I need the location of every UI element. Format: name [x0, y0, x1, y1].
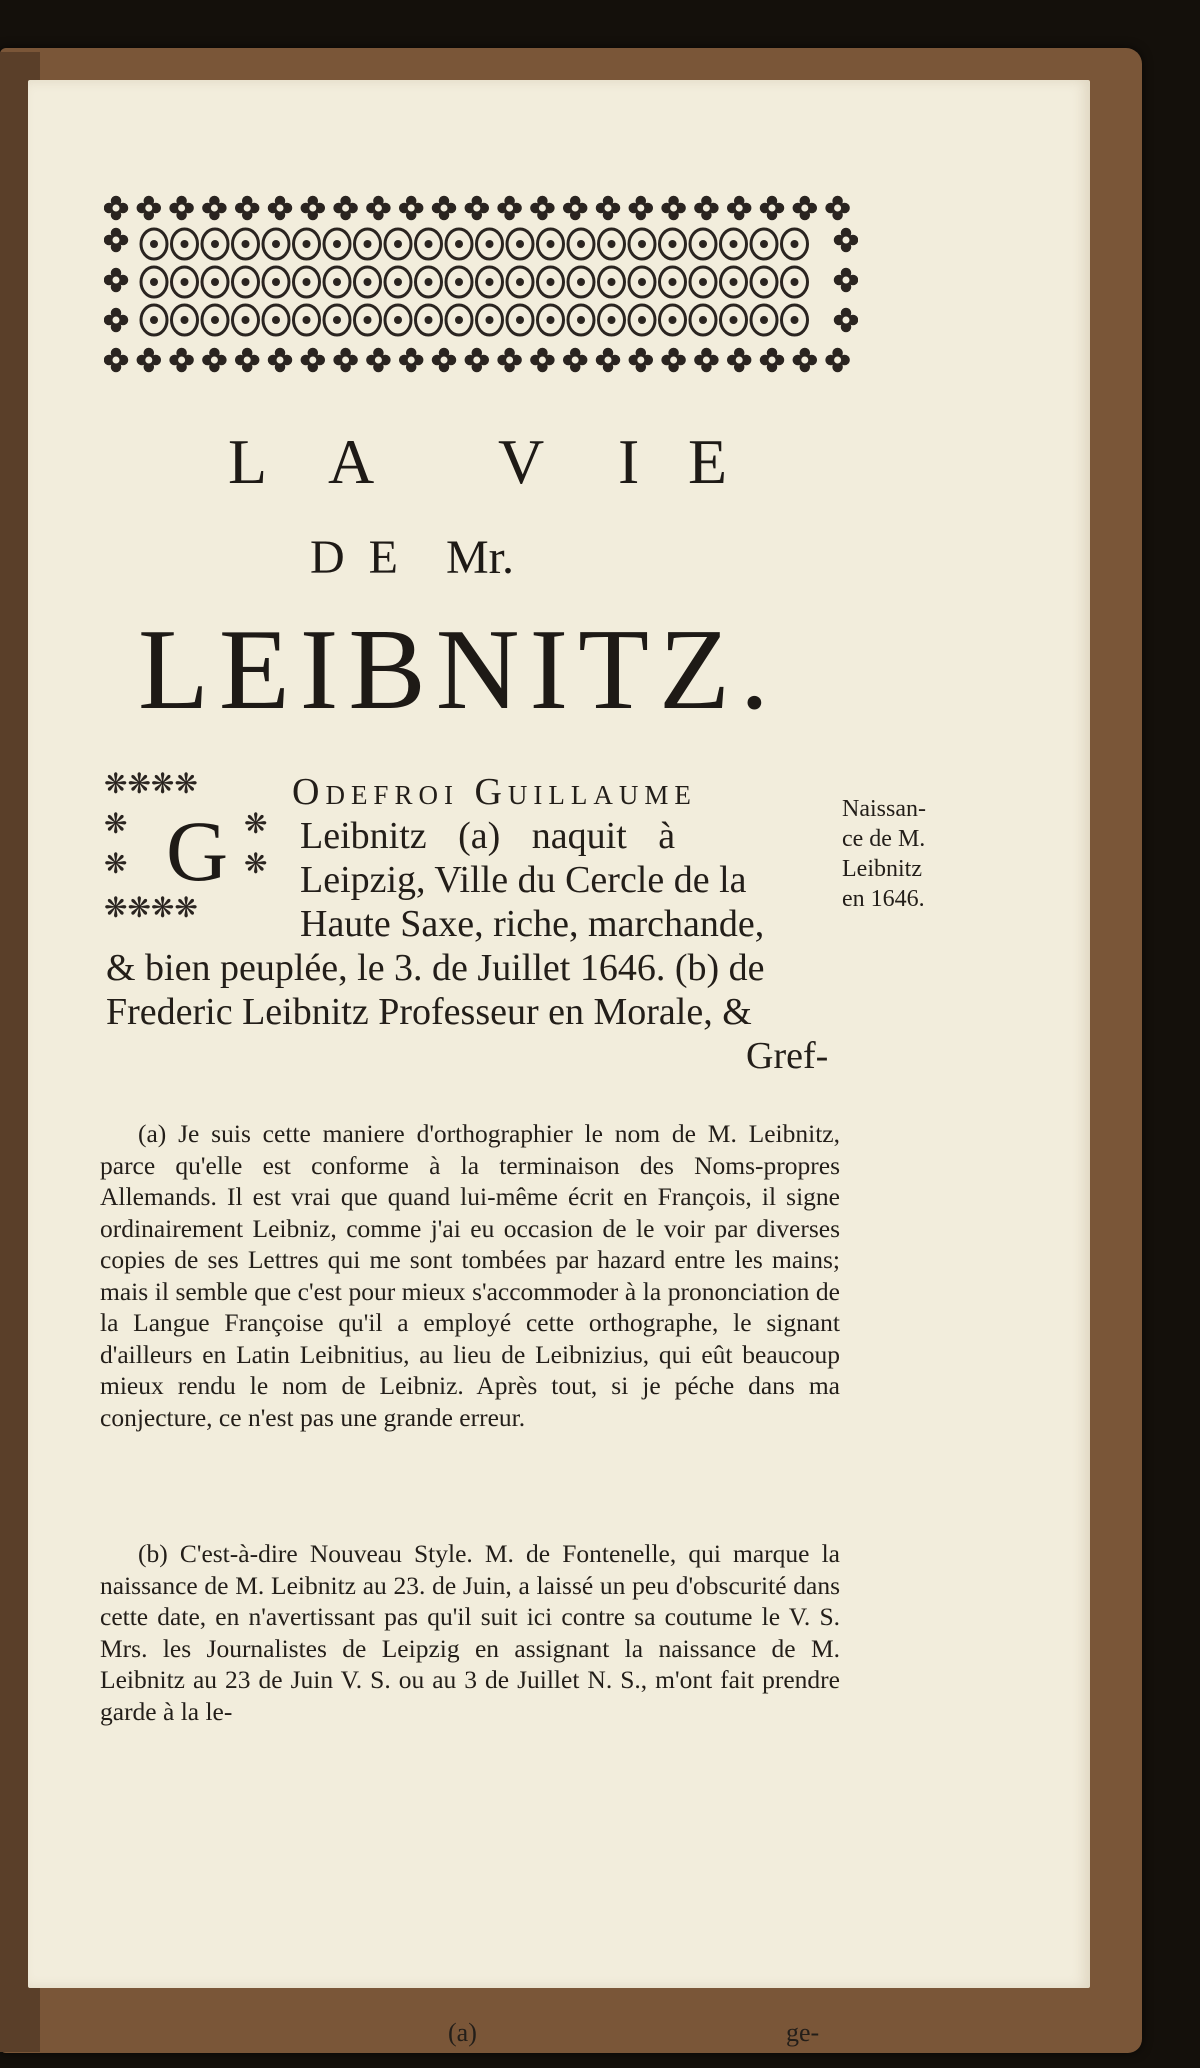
fleuron-icon [727, 348, 752, 373]
scroll-ornament-dot [760, 316, 768, 324]
scroll-ornament-dot [547, 278, 555, 286]
fleuron-icon [268, 196, 293, 221]
fleuron-icon [202, 348, 227, 373]
scroll-ornament-dot [150, 316, 158, 324]
scroll-ornament-dot [242, 240, 250, 248]
title-letter: A [328, 426, 375, 497]
fleuron-icon [104, 268, 128, 293]
scroll-ornament-dot [333, 278, 341, 286]
scroll-ornament-dot [242, 316, 250, 324]
scroll-ornament-dot [638, 316, 646, 324]
fleuron-icon [834, 308, 858, 333]
fleuron-icon [169, 196, 194, 221]
body-line-4: Haute Saxe, riche, marchande, [300, 903, 765, 945]
scroll-ornament-dot [486, 240, 494, 248]
footnote-b-text: (b) C'est-à-dire Nouveau Style. M. de Fontenelle, qui marque la naissance de M. Leibnitz au 23. de Juin, a laissé un peu d'obscurité dans cette date, en n'avertissant pas qu'il suit ici contre sa coutume le V. S. Mrs. les Journalistes de Leipzig en assignant la naissance de M. Leibnitz au 23 de Juin V. S. ou au 3 de Juillet N. S., m'ont fait prendre garde à la le- [100, 1539, 840, 1726]
fleuron-icon [694, 348, 719, 373]
scroll-ornament-dot [730, 240, 738, 248]
fleuron-icon [661, 348, 686, 373]
fleuron-icon [104, 308, 128, 333]
title-letter: E [688, 426, 728, 497]
scroll-ornament-dot [608, 240, 616, 248]
scroll-ornament-dot [699, 240, 707, 248]
scroll-ornament-dot [516, 316, 524, 324]
scroll-ornament-dot [272, 278, 280, 286]
footer-catchword: ge- [786, 2018, 820, 2047]
fleuron-icon [399, 196, 424, 221]
scroll-ornament-dot [181, 316, 189, 324]
scroll-ornament-dot [272, 316, 280, 324]
scroll-ornament-dot [608, 278, 616, 286]
fleuron-icon [333, 196, 358, 221]
scroll-ornament-dot [547, 316, 555, 324]
scroll-ornament-dot [181, 240, 189, 248]
fleuron-icon [366, 348, 391, 373]
scroll-ornament-dot [211, 278, 219, 286]
fleuron-icon [629, 196, 654, 221]
scroll-ornament-dot [455, 240, 463, 248]
scroll-ornament-dot [699, 278, 707, 286]
scroll-ornament-dot [730, 278, 738, 286]
scroll-ornament-dot [791, 240, 799, 248]
scroll-ornament-dot [211, 316, 219, 324]
scroll-ornament-dot [211, 240, 219, 248]
fleuron-icon [104, 348, 128, 373]
body-line-3: Leipzig, Ville du Cercle de la [300, 859, 747, 901]
scroll-ornament-dot [425, 278, 433, 286]
fleuron-icon [399, 348, 424, 373]
scroll-ornament-dot [669, 278, 677, 286]
fleuron-icon [834, 228, 858, 253]
fleuron-icon [694, 196, 719, 221]
ornament-icon: ❋ [244, 847, 268, 880]
footnote-b [100, 1538, 840, 1727]
fleuron-icon [432, 348, 457, 373]
fleuron-icon [563, 348, 588, 373]
dropcap-ornament-frame [104, 767, 288, 930]
scroll-ornament-dot [150, 240, 158, 248]
scroll-ornament-dot [638, 278, 646, 286]
scroll-ornament-dot [303, 240, 311, 248]
scroll-ornament-dot [333, 316, 341, 324]
scroll-ornament-dot [455, 316, 463, 324]
margin-note-line: Naissan- [842, 796, 926, 822]
scroll-ornament-dot [669, 240, 677, 248]
ornament-icon: ❋ [104, 807, 128, 840]
fleuron-icon [629, 348, 654, 373]
scroll-ornament-dot [608, 316, 616, 324]
scroll-ornament-dot [425, 240, 433, 248]
title-letter: V [498, 426, 545, 497]
fleuron-icon [268, 348, 293, 373]
fleuron-icon [760, 348, 785, 373]
fleuron-icon [301, 348, 326, 373]
ornament-icon: ❋❋❋❋ [104, 891, 198, 924]
fleuron-icon [202, 196, 227, 221]
scroll-ornament-dot [577, 278, 585, 286]
fleuron-icon [235, 196, 260, 221]
fleuron-icon [169, 348, 194, 373]
ornament-icon: ❋ [104, 847, 128, 880]
margin-note-line: ce de M. [842, 826, 926, 852]
scroll-ornament-dot [791, 278, 799, 286]
scroll-ornament-dot [394, 240, 402, 248]
scroll-ornament-dot [547, 240, 555, 248]
fleuron-icon [530, 348, 555, 373]
fleuron-headpiece-ornament [104, 192, 858, 376]
fleuron-icon [834, 268, 858, 293]
ornament-icon: ❋ [244, 807, 268, 840]
scroll-ornament-dot [364, 316, 372, 324]
title-de-mr: D E Mr. [310, 531, 514, 584]
title-letter: L [228, 426, 268, 497]
scroll-ornament-dot [455, 278, 463, 286]
scroll-ornament-dot [272, 240, 280, 248]
scroll-ornament-dot [760, 278, 768, 286]
fleuron-icon [104, 228, 128, 253]
scroll-ornament-dot [364, 240, 372, 248]
fleuron-icon [825, 348, 850, 373]
drop-cap: G [166, 803, 229, 899]
scroll-ornament-dot [242, 278, 250, 286]
fleuron-icon [793, 196, 818, 221]
fleuron-icon [825, 196, 850, 221]
title-la-vie [228, 425, 748, 525]
scroll-ornament-dot [425, 316, 433, 324]
margin-note-line: en 1646. [842, 886, 925, 912]
fleuron-icon [465, 348, 490, 373]
body-line-2: Leibnitz (a) naquit à [300, 815, 676, 857]
scroll-ornament-dot [150, 278, 158, 286]
scroll-ornament-dot [394, 278, 402, 286]
body-line-6: Frederic Leibnitz Professeur en Morale, & [106, 991, 752, 1033]
scroll-ornament-dot [303, 278, 311, 286]
title-letter: I [618, 426, 640, 497]
fleuron-icon [235, 348, 260, 373]
scroll-ornament-dot [516, 278, 524, 286]
scroll-ornament-dot [669, 316, 677, 324]
scroll-ornament-dot [577, 316, 585, 324]
ornament-icon: ❋❋❋❋ [104, 767, 198, 800]
fleuron-icon [333, 348, 358, 373]
fleuron-icon [137, 196, 162, 221]
scroll-ornament-dot [730, 316, 738, 324]
fleuron-icon [596, 348, 621, 373]
fleuron-icon [661, 196, 686, 221]
fleuron-icon [596, 196, 621, 221]
fleuron-icon [530, 196, 555, 221]
scroll-ornament-dot [486, 278, 494, 286]
scroll-ornament-dot [303, 316, 311, 324]
fleuron-icon [465, 196, 490, 221]
fleuron-icon [432, 196, 457, 221]
fleuron-icon [366, 196, 391, 221]
scroll-ornament-dot [394, 316, 402, 324]
margin-note-line: Leibnitz [842, 856, 922, 882]
scroll-ornament-dot [364, 278, 372, 286]
fleuron-icon [727, 196, 752, 221]
fleuron-icon [301, 196, 326, 221]
scroll-ornament-dot [760, 240, 768, 248]
fleuron-icon [497, 196, 521, 221]
signature-mark: (a) [448, 2018, 477, 2047]
scroll-ornament-dot [516, 240, 524, 248]
body-line-1: Odefroi Guillaume [292, 771, 697, 813]
body-catchword: Gref- [746, 1035, 829, 1077]
fleuron-icon [104, 196, 128, 221]
scroll-ornament-dot [699, 316, 707, 324]
footnote-a [100, 1118, 840, 1433]
margin-note [842, 794, 962, 914]
fleuron-icon [760, 196, 785, 221]
scroll-ornament-dot [577, 240, 585, 248]
footnote-a-text: (a) Je suis cette maniere d'orthographier le nom de M. Leibnitz, parce qu'elle est conforme à la terminaison des Noms-propres Allemands. Il est vrai que quand lui-même écrit en François, il signe ordinairement Leibniz, comme j'ai eu occasion de le voir par diverses copies de ses Lettres qui me sont tombées par hazard entre les mains; mais il semble que c'est pour mieux s'accommoder à la prononciation de la Langue Françoise qu'il a employé cette orthographe, le signant d'ailleurs en Latin Leibnitius, au lieu de Leibnizius, qui eût beaucoup mieux rendu le nom de Leibniz. Après tout, si je péche dans ma conjecture, ce n'est pas une grande erreur. [100, 1119, 840, 1432]
fleuron-icon [793, 348, 818, 373]
scroll-ornament-dot [333, 240, 341, 248]
scroll-ornament-dot [638, 240, 646, 248]
scroll-ornament-dot [791, 316, 799, 324]
fleuron-icon [563, 196, 588, 221]
fleuron-icon [497, 348, 521, 373]
body-line-5: & bien peuplée, le 3. de Juillet 1646. (b) de [106, 947, 765, 989]
title-name: LEIBNITZ. [138, 606, 779, 734]
fleuron-icon [137, 348, 162, 373]
scroll-ornament-dot [181, 278, 189, 286]
scroll-ornament-dot [486, 316, 494, 324]
